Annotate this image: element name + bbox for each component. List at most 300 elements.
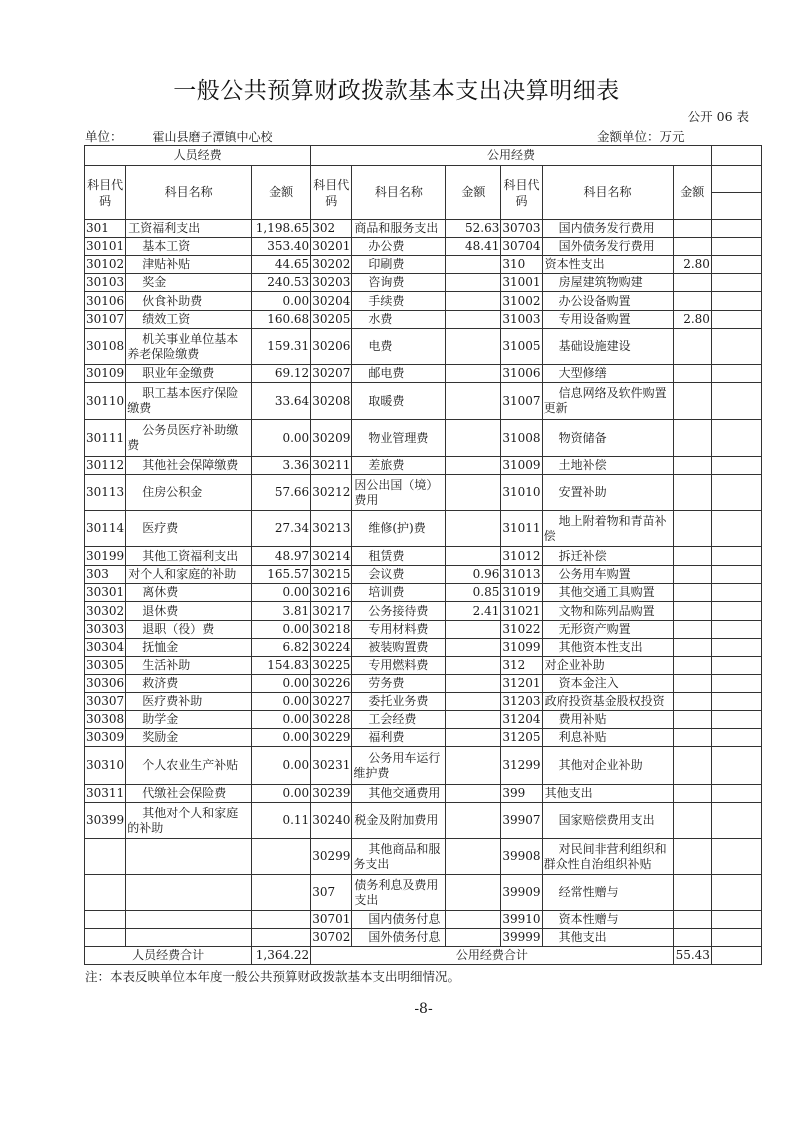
col-name-2: 科目名称 xyxy=(352,166,446,220)
subject-code xyxy=(85,929,126,947)
subject-code: 31003 xyxy=(501,311,542,329)
amount: 57.66 xyxy=(252,475,311,511)
amount xyxy=(446,365,501,383)
subject-name: 物业管理费 xyxy=(352,420,446,457)
amount: 48.97 xyxy=(252,547,311,566)
subject-name: 资本金注入 xyxy=(542,675,673,693)
amount-unit: 金额单位：万元 xyxy=(597,129,685,144)
amount: 2.80 xyxy=(673,256,711,274)
subject-name: 其他社会保障缴费 xyxy=(126,457,252,475)
subject-name: 拆迁补偿 xyxy=(542,547,673,566)
subject-name: 救济费 xyxy=(126,675,252,693)
amount: 2.80 xyxy=(673,311,711,329)
subject-name: 其他商品和服务支出 xyxy=(352,839,446,875)
subject-name: 津贴补贴 xyxy=(126,256,252,274)
amount xyxy=(252,839,311,875)
totals-row xyxy=(85,947,762,965)
subject-name: 维修(护)费 xyxy=(352,511,446,547)
subject-code: 30299 xyxy=(311,839,352,875)
amount xyxy=(446,420,501,457)
table-row xyxy=(85,566,762,584)
amount xyxy=(673,875,711,911)
subject-name: 专用燃料费 xyxy=(352,657,446,675)
amount xyxy=(446,803,501,839)
extra-cell xyxy=(711,146,761,166)
extra-cell xyxy=(711,383,761,420)
amount xyxy=(673,584,711,602)
subject-name: 无形资产购置 xyxy=(542,621,673,639)
subject-name: 工会经费 xyxy=(352,711,446,729)
col-amount-1: 金额 xyxy=(252,166,311,220)
table-row xyxy=(85,292,762,311)
table-row xyxy=(85,693,762,711)
col-amount-3: 金额 xyxy=(673,166,711,220)
amount: 353.40 xyxy=(252,238,311,256)
extra-cell xyxy=(711,729,761,747)
amount: 0.85 xyxy=(446,584,501,602)
extra-cell xyxy=(711,875,761,911)
amount xyxy=(446,457,501,475)
table-row xyxy=(85,475,762,511)
subject-code: 31201 xyxy=(501,675,542,693)
personnel-header: 人员经费 xyxy=(85,146,311,166)
table-row xyxy=(85,584,762,602)
table-row xyxy=(85,729,762,747)
subject-code: 30305 xyxy=(85,657,126,675)
table-row xyxy=(85,639,762,657)
table-row xyxy=(85,457,762,475)
subject-name: 培训费 xyxy=(352,584,446,602)
amount xyxy=(673,621,711,639)
subject-name: 其他工资福利支出 xyxy=(126,547,252,566)
subject-code: 30203 xyxy=(311,274,352,292)
page-number-text: -8- xyxy=(414,1001,433,1017)
amount: 52.63 xyxy=(446,220,501,238)
subject-code: 30309 xyxy=(85,729,126,747)
extra-cell xyxy=(711,274,761,292)
extra-cell xyxy=(711,602,761,621)
page-title: 一般公共预算财政拨款基本支出决算明细表 xyxy=(173,78,620,104)
subject-code: 39999 xyxy=(501,929,542,947)
amount: 0.00 xyxy=(252,785,311,803)
subject-code: 30239 xyxy=(311,785,352,803)
subject-name: 手续费 xyxy=(352,292,446,311)
col-code-1: 科目代码 xyxy=(85,166,126,220)
subject-code: 30306 xyxy=(85,675,126,693)
subject-code: 30302 xyxy=(85,602,126,621)
subject-code: 30199 xyxy=(85,547,126,566)
amount xyxy=(673,602,711,621)
subject-code: 39908 xyxy=(501,839,542,875)
subject-name: 对个人和家庭的补助 xyxy=(126,566,252,584)
subject-code: 30217 xyxy=(311,602,352,621)
subject-name: 税金及附加费用 xyxy=(352,803,446,839)
extra-cell xyxy=(711,475,761,511)
amount xyxy=(446,747,501,785)
amount xyxy=(446,929,501,947)
table-row xyxy=(85,383,762,420)
subject-name: 国内债务付息 xyxy=(352,911,446,929)
subject-code: 30231 xyxy=(311,747,352,785)
subject-name: 离休费 xyxy=(126,584,252,602)
amount xyxy=(673,365,711,383)
table-row xyxy=(85,511,762,547)
amount xyxy=(673,839,711,875)
subject-name: 其他对企业补助 xyxy=(542,747,673,785)
subject-code: 31001 xyxy=(501,274,542,292)
subject-name: 其他支出 xyxy=(542,785,673,803)
amount: 159.31 xyxy=(252,329,311,365)
subject-code: 30108 xyxy=(85,329,126,365)
subject-name: 奖励金 xyxy=(126,729,252,747)
table-row xyxy=(85,365,762,383)
extra-cell xyxy=(711,839,761,875)
subject-code: 30311 xyxy=(85,785,126,803)
amount xyxy=(673,803,711,839)
subject-name: 房屋建筑物购建 xyxy=(542,274,673,292)
table-row xyxy=(85,803,762,839)
subject-name: 绩效工资 xyxy=(126,311,252,329)
subject-name: 退休费 xyxy=(126,602,252,621)
extra-cell xyxy=(711,193,761,220)
subject-code: 30209 xyxy=(311,420,352,457)
amount xyxy=(446,639,501,657)
unit-name: 霍山县磨子潭镇中心校 xyxy=(152,130,273,144)
amount xyxy=(673,747,711,785)
table-row xyxy=(85,911,762,929)
subject-code: 31021 xyxy=(501,602,542,621)
amount: 0.96 xyxy=(446,566,501,584)
col-name-3: 科目名称 xyxy=(542,166,673,220)
amount xyxy=(446,911,501,929)
extra-cell xyxy=(711,238,761,256)
subject-code: 39907 xyxy=(501,803,542,839)
subject-code: 31005 xyxy=(501,329,542,365)
subject-name: 办公费 xyxy=(352,238,446,256)
footnote: 注：本表反映单位本年度一般公共预算财政拨款基本支出明细情况。 xyxy=(85,969,461,984)
amount xyxy=(673,911,711,929)
extra-cell xyxy=(711,329,761,365)
subject-code: 30304 xyxy=(85,639,126,657)
table-row xyxy=(85,929,762,947)
subject-code: 30301 xyxy=(85,584,126,602)
amount: 0.00 xyxy=(252,420,311,457)
table-row xyxy=(85,238,762,256)
amount: 1,198.65 xyxy=(252,220,311,238)
subject-name: 经常性赠与 xyxy=(542,875,673,911)
subject-code: 30112 xyxy=(85,457,126,475)
subject-code: 30103 xyxy=(85,274,126,292)
subject-name: 职工基本医疗保险缴费 xyxy=(126,383,252,420)
amount xyxy=(446,383,501,420)
extra-cell xyxy=(711,693,761,711)
amount xyxy=(673,457,711,475)
subject-name: 邮电费 xyxy=(352,365,446,383)
subject-code: 30207 xyxy=(311,365,352,383)
subject-name: 代缴社会保险费 xyxy=(126,785,252,803)
subject-code: 30111 xyxy=(85,420,126,457)
amount xyxy=(673,639,711,657)
column-header-row xyxy=(85,166,762,193)
subject-name: 公务用车运行维护费 xyxy=(352,747,446,785)
public-total-amount: 55.43 xyxy=(673,947,711,965)
subject-name: 被装购置费 xyxy=(352,639,446,657)
amount xyxy=(446,329,501,365)
subject-name: 商品和服务支出 xyxy=(352,220,446,238)
public-header: 公用经费 xyxy=(311,146,712,166)
subject-code: 30205 xyxy=(311,311,352,329)
amount xyxy=(446,274,501,292)
subject-name: 专用设备购置 xyxy=(542,311,673,329)
page-number xyxy=(0,1001,793,1017)
subject-name: 基础设施建设 xyxy=(542,329,673,365)
table-row xyxy=(85,657,762,675)
table-row xyxy=(85,547,762,566)
subject-code: 30399 xyxy=(85,803,126,839)
amount: 44.65 xyxy=(252,256,311,274)
subject-code: 30226 xyxy=(311,675,352,693)
subject-name: 助学金 xyxy=(126,711,252,729)
subject-name: 水费 xyxy=(352,311,446,329)
subject-name: 对民间非营利组织和群众性自治组织补贴 xyxy=(542,839,673,875)
subject-code: 30218 xyxy=(311,621,352,639)
extra-cell xyxy=(711,711,761,729)
amount xyxy=(673,657,711,675)
amount: 48.41 xyxy=(446,238,501,256)
subject-code: 31012 xyxy=(501,547,542,566)
extra-cell xyxy=(711,292,761,311)
extra-cell xyxy=(711,911,761,929)
subject-code: 31099 xyxy=(501,639,542,657)
subject-name: 福利费 xyxy=(352,729,446,747)
subject-code: 30114 xyxy=(85,511,126,547)
subject-name: 差旅费 xyxy=(352,457,446,475)
subject-name xyxy=(126,929,252,947)
subject-code: 310 xyxy=(501,256,542,274)
subject-name: 住房公积金 xyxy=(126,475,252,511)
amount: 6.82 xyxy=(252,639,311,657)
form-number: 公开 06 表 xyxy=(687,109,749,124)
extra-cell xyxy=(711,511,761,547)
extra-cell xyxy=(711,639,761,657)
amount xyxy=(446,875,501,911)
subject-name: 劳务费 xyxy=(352,675,446,693)
unit-line xyxy=(85,127,273,145)
extra-cell xyxy=(711,365,761,383)
subject-code: 30215 xyxy=(311,566,352,584)
subject-name: 医疗费补助 xyxy=(126,693,252,711)
table-row xyxy=(85,875,762,911)
subject-code: 30204 xyxy=(311,292,352,311)
amount: 0.00 xyxy=(252,747,311,785)
subject-code: 30224 xyxy=(311,639,352,657)
amount: 33.64 xyxy=(252,383,311,420)
amount xyxy=(673,383,711,420)
personnel-total-label: 人员经费合计 xyxy=(85,947,252,965)
subject-code xyxy=(85,839,126,875)
col-amount-2: 金额 xyxy=(446,166,501,220)
amount xyxy=(446,292,501,311)
table-row xyxy=(85,420,762,457)
amount: 0.00 xyxy=(252,693,311,711)
subject-name: 物资储备 xyxy=(542,420,673,457)
subject-code: 30310 xyxy=(85,747,126,785)
subject-code: 30702 xyxy=(311,929,352,947)
subject-name: 其他交通费用 xyxy=(352,785,446,803)
subject-name: 大型修缮 xyxy=(542,365,673,383)
subject-code: 31011 xyxy=(501,511,542,547)
amount xyxy=(673,292,711,311)
amount xyxy=(673,238,711,256)
subject-code: 39909 xyxy=(501,875,542,911)
amount xyxy=(252,911,311,929)
extra-cell xyxy=(711,220,761,238)
public-total-label: 公用经费合计 xyxy=(311,947,673,965)
amount xyxy=(673,511,711,547)
amount: 0.00 xyxy=(252,729,311,747)
subject-name: 医疗费 xyxy=(126,511,252,547)
subject-code xyxy=(85,875,126,911)
subject-name: 奖金 xyxy=(126,274,252,292)
amount xyxy=(673,711,711,729)
subject-code: 30216 xyxy=(311,584,352,602)
subject-code: 30211 xyxy=(311,457,352,475)
subject-name: 国外债务付息 xyxy=(352,929,446,947)
subject-name: 退职（役）费 xyxy=(126,621,252,639)
subject-name xyxy=(126,839,252,875)
extra-cell xyxy=(711,747,761,785)
amount xyxy=(673,329,711,365)
subject-name: 其他资本性支出 xyxy=(542,639,673,657)
subject-code: 31203 xyxy=(501,693,542,711)
subject-code: 30225 xyxy=(311,657,352,675)
amount xyxy=(446,693,501,711)
subject-code: 399 xyxy=(501,785,542,803)
col-name-1: 科目名称 xyxy=(126,166,252,220)
unit-label: 单位： xyxy=(85,129,123,144)
table-row xyxy=(85,602,762,621)
subject-name: 基本工资 xyxy=(126,238,252,256)
subject-name xyxy=(126,911,252,929)
amount: 2.41 xyxy=(446,602,501,621)
subject-name: 印刷费 xyxy=(352,256,446,274)
amount: 27.34 xyxy=(252,511,311,547)
amount xyxy=(673,785,711,803)
amount xyxy=(446,675,501,693)
subject-name: 取暖费 xyxy=(352,383,446,420)
subject-name: 其他支出 xyxy=(542,929,673,947)
amount xyxy=(446,256,501,274)
extra-cell xyxy=(711,457,761,475)
subject-name: 信息网络及软件购置更新 xyxy=(542,383,673,420)
table-row xyxy=(85,675,762,693)
subject-name: 委托业务费 xyxy=(352,693,446,711)
amount: 240.53 xyxy=(252,274,311,292)
subject-name: 办公设备购置 xyxy=(542,292,673,311)
amount: 0.00 xyxy=(252,711,311,729)
extra-cell xyxy=(711,566,761,584)
amount xyxy=(673,729,711,747)
table-row xyxy=(85,621,762,639)
subject-code: 31006 xyxy=(501,365,542,383)
amount xyxy=(673,929,711,947)
subject-name: 职业年金缴费 xyxy=(126,365,252,383)
table-row xyxy=(85,711,762,729)
subject-code: 30106 xyxy=(85,292,126,311)
amount xyxy=(673,675,711,693)
subject-name: 地上附着物和青苗补偿 xyxy=(542,511,673,547)
amount xyxy=(446,657,501,675)
amount xyxy=(673,274,711,292)
subject-name: 安置补助 xyxy=(542,475,673,511)
subject-code: 312 xyxy=(501,657,542,675)
subject-name: 租赁费 xyxy=(352,547,446,566)
subject-name: 生活补助 xyxy=(126,657,252,675)
subject-name: 利息补贴 xyxy=(542,729,673,747)
amount: 165.57 xyxy=(252,566,311,584)
extra-cell xyxy=(711,311,761,329)
extra-cell xyxy=(711,621,761,639)
extra-cell xyxy=(711,785,761,803)
subject-name: 电费 xyxy=(352,329,446,365)
subject-code: 307 xyxy=(311,875,352,911)
subject-name: 公务员医疗补助缴费 xyxy=(126,420,252,457)
subject-code: 31013 xyxy=(501,566,542,584)
amount xyxy=(673,220,711,238)
table-row xyxy=(85,785,762,803)
amount: 0.00 xyxy=(252,675,311,693)
table-row xyxy=(85,329,762,365)
subject-code: 30227 xyxy=(311,693,352,711)
subject-name: 资本性支出 xyxy=(542,256,673,274)
col-code-2: 科目代码 xyxy=(311,166,352,220)
amount xyxy=(673,475,711,511)
subject-code: 31204 xyxy=(501,711,542,729)
extra-cell xyxy=(711,947,761,965)
subject-code: 30704 xyxy=(501,238,542,256)
amount: 3.81 xyxy=(252,602,311,621)
extra-cell xyxy=(711,584,761,602)
subject-name: 费用补贴 xyxy=(542,711,673,729)
amount xyxy=(673,547,711,566)
subject-name: 资本性赠与 xyxy=(542,911,673,929)
amount xyxy=(446,311,501,329)
subject-name: 伙食补助费 xyxy=(126,292,252,311)
amount xyxy=(446,547,501,566)
subject-code: 30110 xyxy=(85,383,126,420)
amount xyxy=(446,621,501,639)
subject-name: 咨询费 xyxy=(352,274,446,292)
subject-code: 31008 xyxy=(501,420,542,457)
subject-code: 30703 xyxy=(501,220,542,238)
col-code-3: 科目代码 xyxy=(501,166,542,220)
extra-cell xyxy=(711,803,761,839)
subject-name xyxy=(126,875,252,911)
amount xyxy=(446,785,501,803)
subject-code: 31002 xyxy=(501,292,542,311)
subject-name: 机关事业单位基本养老保险缴费 xyxy=(126,329,252,365)
subject-name: 会议费 xyxy=(352,566,446,584)
subject-code: 30107 xyxy=(85,311,126,329)
subject-code: 31299 xyxy=(501,747,542,785)
subject-name: 对企业补助 xyxy=(542,657,673,675)
table-row xyxy=(85,220,762,238)
subject-name: 因公出国（境）费用 xyxy=(352,475,446,511)
subject-name: 抚恤金 xyxy=(126,639,252,657)
extra-cell xyxy=(711,166,761,193)
subject-code: 30102 xyxy=(85,256,126,274)
amount: 160.68 xyxy=(252,311,311,329)
